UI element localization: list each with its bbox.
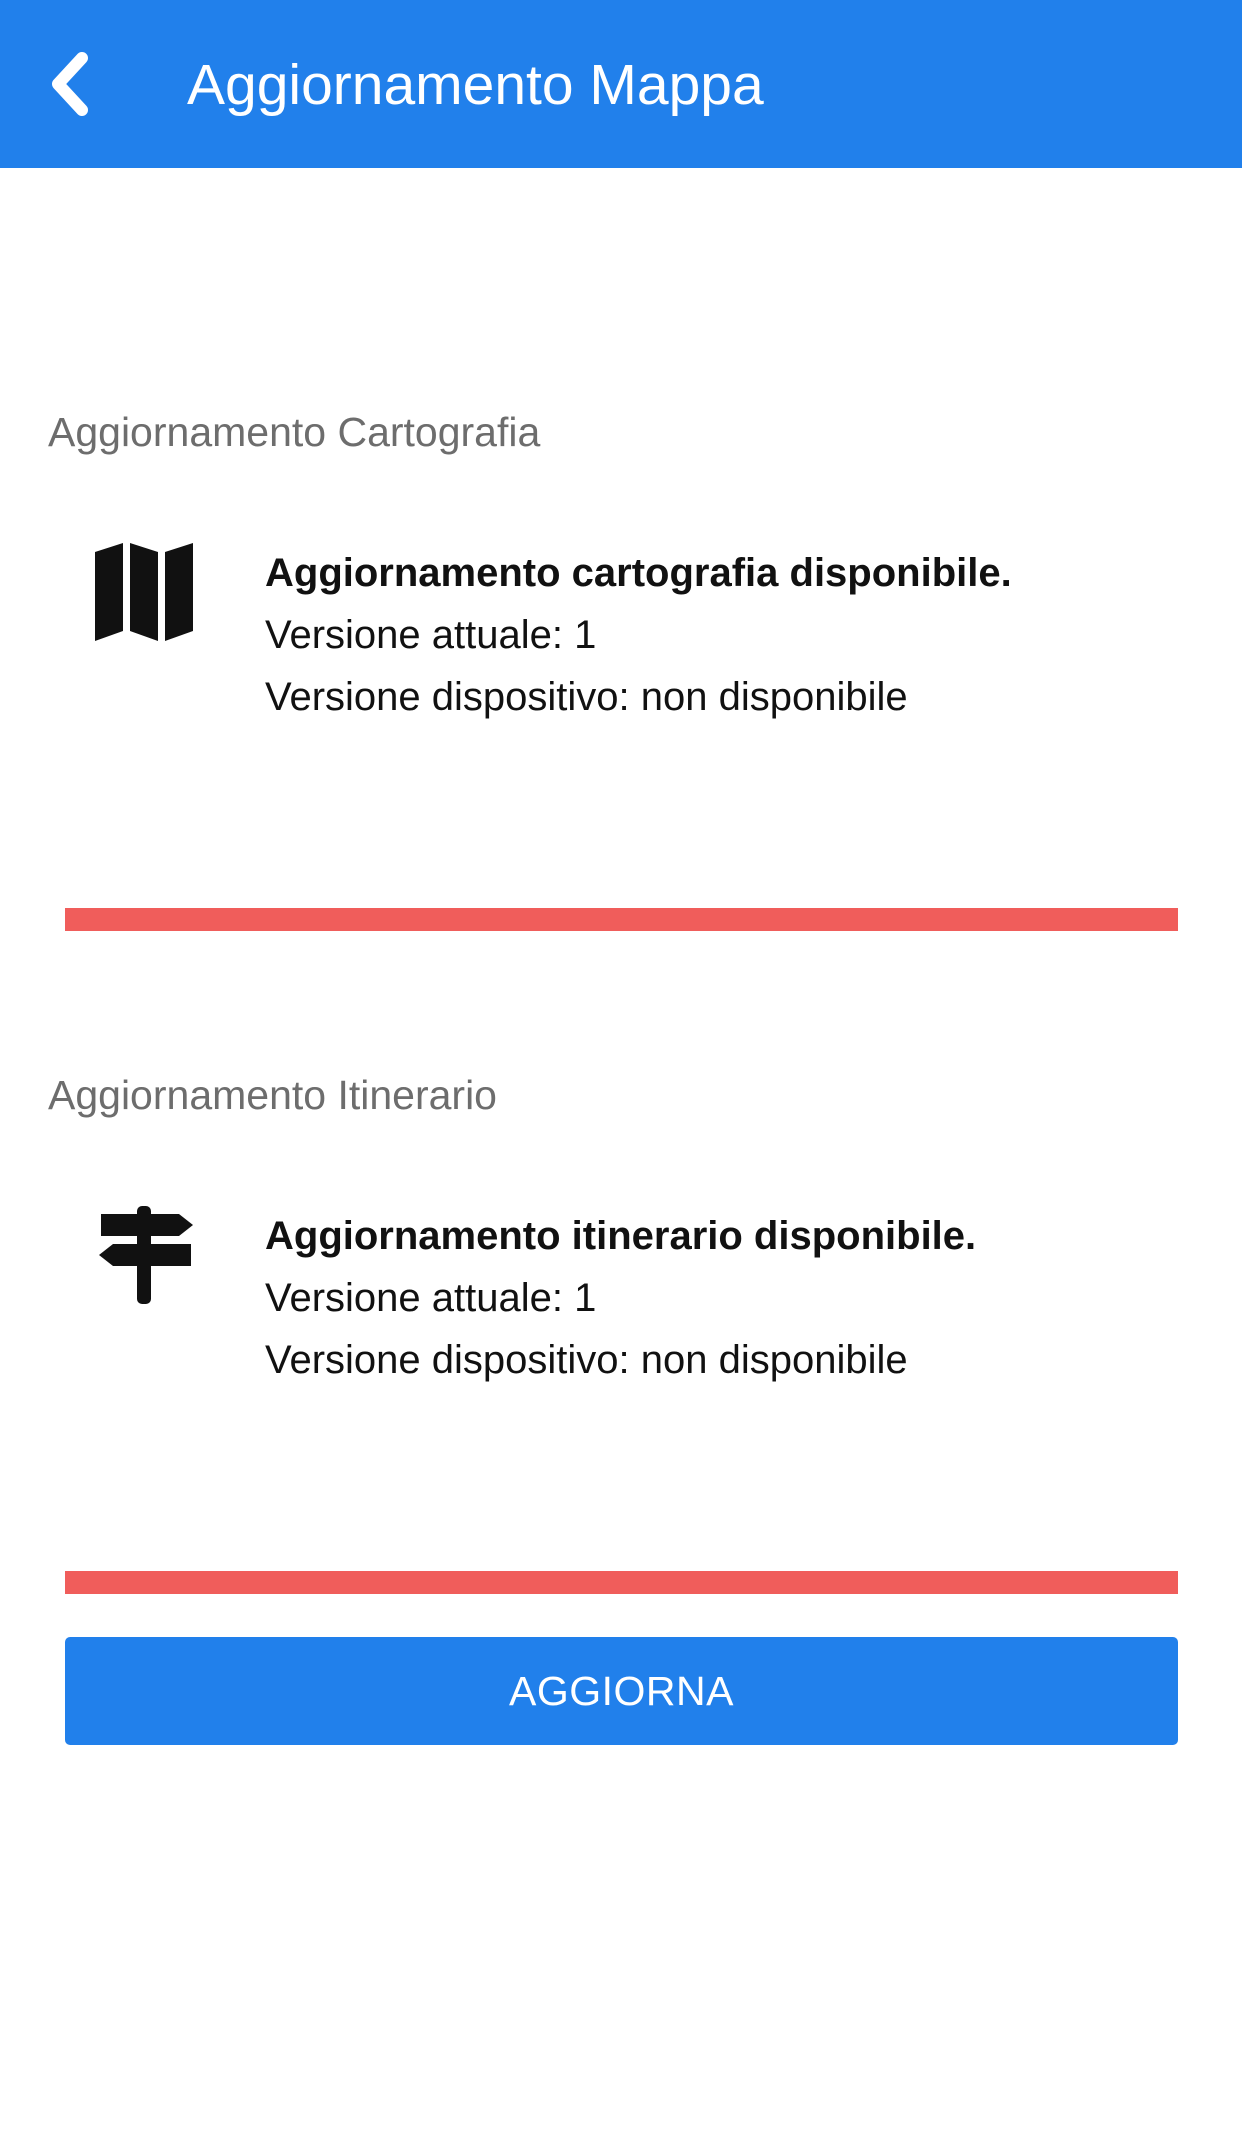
itinerario-status: Aggiornamento itinerario disponibile. (265, 1214, 977, 1258)
page-title: Aggiornamento Mappa (187, 53, 764, 117)
chevron-left-icon (40, 44, 110, 124)
map-icon (95, 543, 193, 641)
back-button[interactable] (40, 44, 110, 124)
app-header (0, 0, 1242, 168)
cartografia-status: Aggiornamento cartografia disponibile. (265, 551, 1012, 595)
section-label-cartografia: Aggiornamento Cartografia (48, 409, 541, 455)
signpost-icon (97, 1206, 193, 1304)
itinerario-current-version: Versione attuale: 1 (265, 1276, 597, 1320)
cartografia-current-version: Versione attuale: 1 (265, 613, 597, 657)
cartografia-progress-bar (65, 908, 1178, 931)
itinerario-progress-bar (65, 1571, 1178, 1594)
itinerario-device-version: Versione dispositivo: non disponibile (265, 1338, 908, 1382)
section-label-itinerario: Aggiornamento Itinerario (48, 1072, 497, 1118)
cartografia-info (265, 542, 1012, 728)
cartografia-device-version: Versione dispositivo: non disponibile (265, 675, 908, 719)
update-button[interactable]: AGGIORNA (65, 1637, 1178, 1745)
itinerario-info (265, 1205, 976, 1391)
